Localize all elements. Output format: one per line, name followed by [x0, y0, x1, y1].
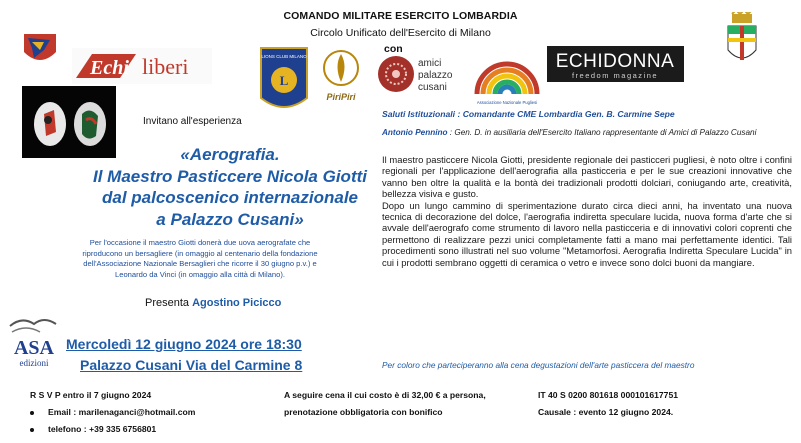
rsvp-line: R S V P entro il 7 giugno 2024	[30, 390, 152, 400]
lions-club-logo	[259, 46, 309, 116]
description-paragraph: Dopo un lungo cammino di sperimentazione durato circa dieci anni, ha inventato una nuova tecnica di decorazione del dolce, l'aerografia indiretta speculare lucida, nuova forma d'arte che si avvale dell'aerografo come strumento di lavoro nella pasticceria e di innovativi colori coprenti che permettono di realizzare pezzi unici completamente fatti a mano mai perfettamente identici. Tali procedimenti sono illustrati nel suo volume "Metamorfosi. Aerografia Indiretta Speculare Lucida" in cui i prodotti sembrano oggetti di ceramica o vetro e invece sono dolci buoni da mangiare.	[382, 199, 792, 268]
svg-text:L: L	[279, 73, 289, 88]
header-subtitle: Circolo Unificato dell'Esercito di Milano	[310, 27, 491, 39]
occasione-line: Per l'occasione il maestro Giotti donerà due uova aerografate che	[89, 238, 311, 247]
associazione-logo	[472, 56, 542, 106]
pennino-text: : Gen. D. in ausiliaria dell'Esercito Italiano rappresentante di Amici di Palazzo Cusani	[447, 128, 757, 137]
email-link[interactable]: marilenaganci@hotmail.com	[78, 407, 196, 417]
pennino-name: Antonio Pennino	[382, 128, 448, 137]
email-line	[30, 407, 195, 417]
occasione-line: dell'Associazione Nazionale Bersaglieri che ricorre il 30 giugno p.v.) e	[83, 259, 317, 269]
title-line: «Aerografia.	[180, 145, 280, 164]
email-label: Email :	[48, 407, 79, 417]
phone-link[interactable]: +39 335 6756801	[89, 424, 157, 434]
per-coloro-note: Per coloro che parteciperanno alla cena degustazioni dell'arte pasticcera del maestro	[382, 360, 695, 370]
presenta-line	[145, 297, 281, 309]
echidonna-text: ECHIDONNA	[555, 51, 675, 72]
phone-line	[30, 424, 156, 434]
amici-line1: amici	[418, 58, 442, 69]
causale-line: Causale : evento 12 giugno 2024.	[538, 407, 674, 417]
occasione-line: Leonardo da Vinci (in omaggio alla città di Milano).	[115, 270, 285, 280]
cena-line: A seguire cena il cui costo è di 32,00 € a persona,	[284, 390, 486, 400]
event-venue: Palazzo Cusani Via del Carmine 8	[80, 357, 303, 373]
asa-sub: edizioni	[19, 358, 49, 368]
echi-liberi-logo	[72, 48, 212, 84]
lombardia-emblem	[20, 30, 60, 68]
milano-crest	[724, 12, 760, 68]
description-paragraph: Il maestro pasticcere Nicola Giotti, presidente regionale dei pasticceri pugliesi, è noto oltre i confini regionali per l'applicazione dell'aerografia alla pasticceria e per le sue creazioni innovative che vanno ben oltre la qualità e la bontà dei tradizionali prodotti dolciari, coniugando arte, creatività, bellezza visiva e gusto.	[382, 154, 792, 200]
phone-label: telefono :	[48, 424, 90, 434]
asa-edizioni-logo	[4, 312, 64, 372]
occasione-paragraph	[30, 238, 370, 281]
echi-text: Echi	[90, 57, 129, 79]
presenta-label: Presenta	[145, 297, 193, 309]
header-title: COMANDO MILITARE ESERCITO LOMBARDIA	[283, 10, 518, 22]
piripiri-text: PiriPiri	[326, 92, 356, 102]
pennino-line	[382, 127, 792, 139]
amici-line2: palazzo	[418, 70, 453, 81]
description-body	[382, 154, 792, 268]
presenta-name: Agostino Picicco	[192, 297, 282, 309]
title-line: a Palazzo Cusani»	[156, 209, 304, 229]
piripiri-logo	[318, 46, 364, 106]
amici-line3: cusani	[418, 82, 447, 93]
asa-text: ASA	[13, 337, 55, 359]
title-line: Il Maestro Pasticcere Nicola Giotti	[93, 166, 367, 186]
lions-text: LIONS CLUB MILANO	[261, 54, 307, 59]
invitano-text: Invitano all'esperienza	[143, 116, 242, 127]
associazione-text: Associazione Nazionale Pugliesi	[476, 100, 538, 105]
echidonna-logo	[547, 46, 684, 82]
echidonna-tagline: freedom magazine	[571, 71, 659, 80]
iban-line: IT 40 S 0200 801618 000101617751	[538, 390, 679, 400]
amici-palazzo-cusani-logo	[376, 52, 472, 102]
event-title	[80, 144, 380, 230]
prenotazione-line: prenotazione obbligatoria con bonifico	[284, 407, 443, 417]
liberi-text: liberi	[142, 54, 189, 79]
event-datetime: Mercoledì 12 giugno 2024 ore 18:30	[66, 336, 302, 352]
saluti-istituzionali: Saluti Istituzionali : Comandante CME Lombardia Gen. B. Carmine Sepe	[382, 109, 675, 119]
con-label: con	[384, 43, 403, 55]
occasione-line: riproducono un bersagliere (in omaggio al centenario della fondazione	[82, 248, 318, 258]
bullet	[30, 428, 34, 432]
title-line: dal palcoscenico internazionale	[101, 188, 359, 207]
bullet	[30, 411, 34, 415]
